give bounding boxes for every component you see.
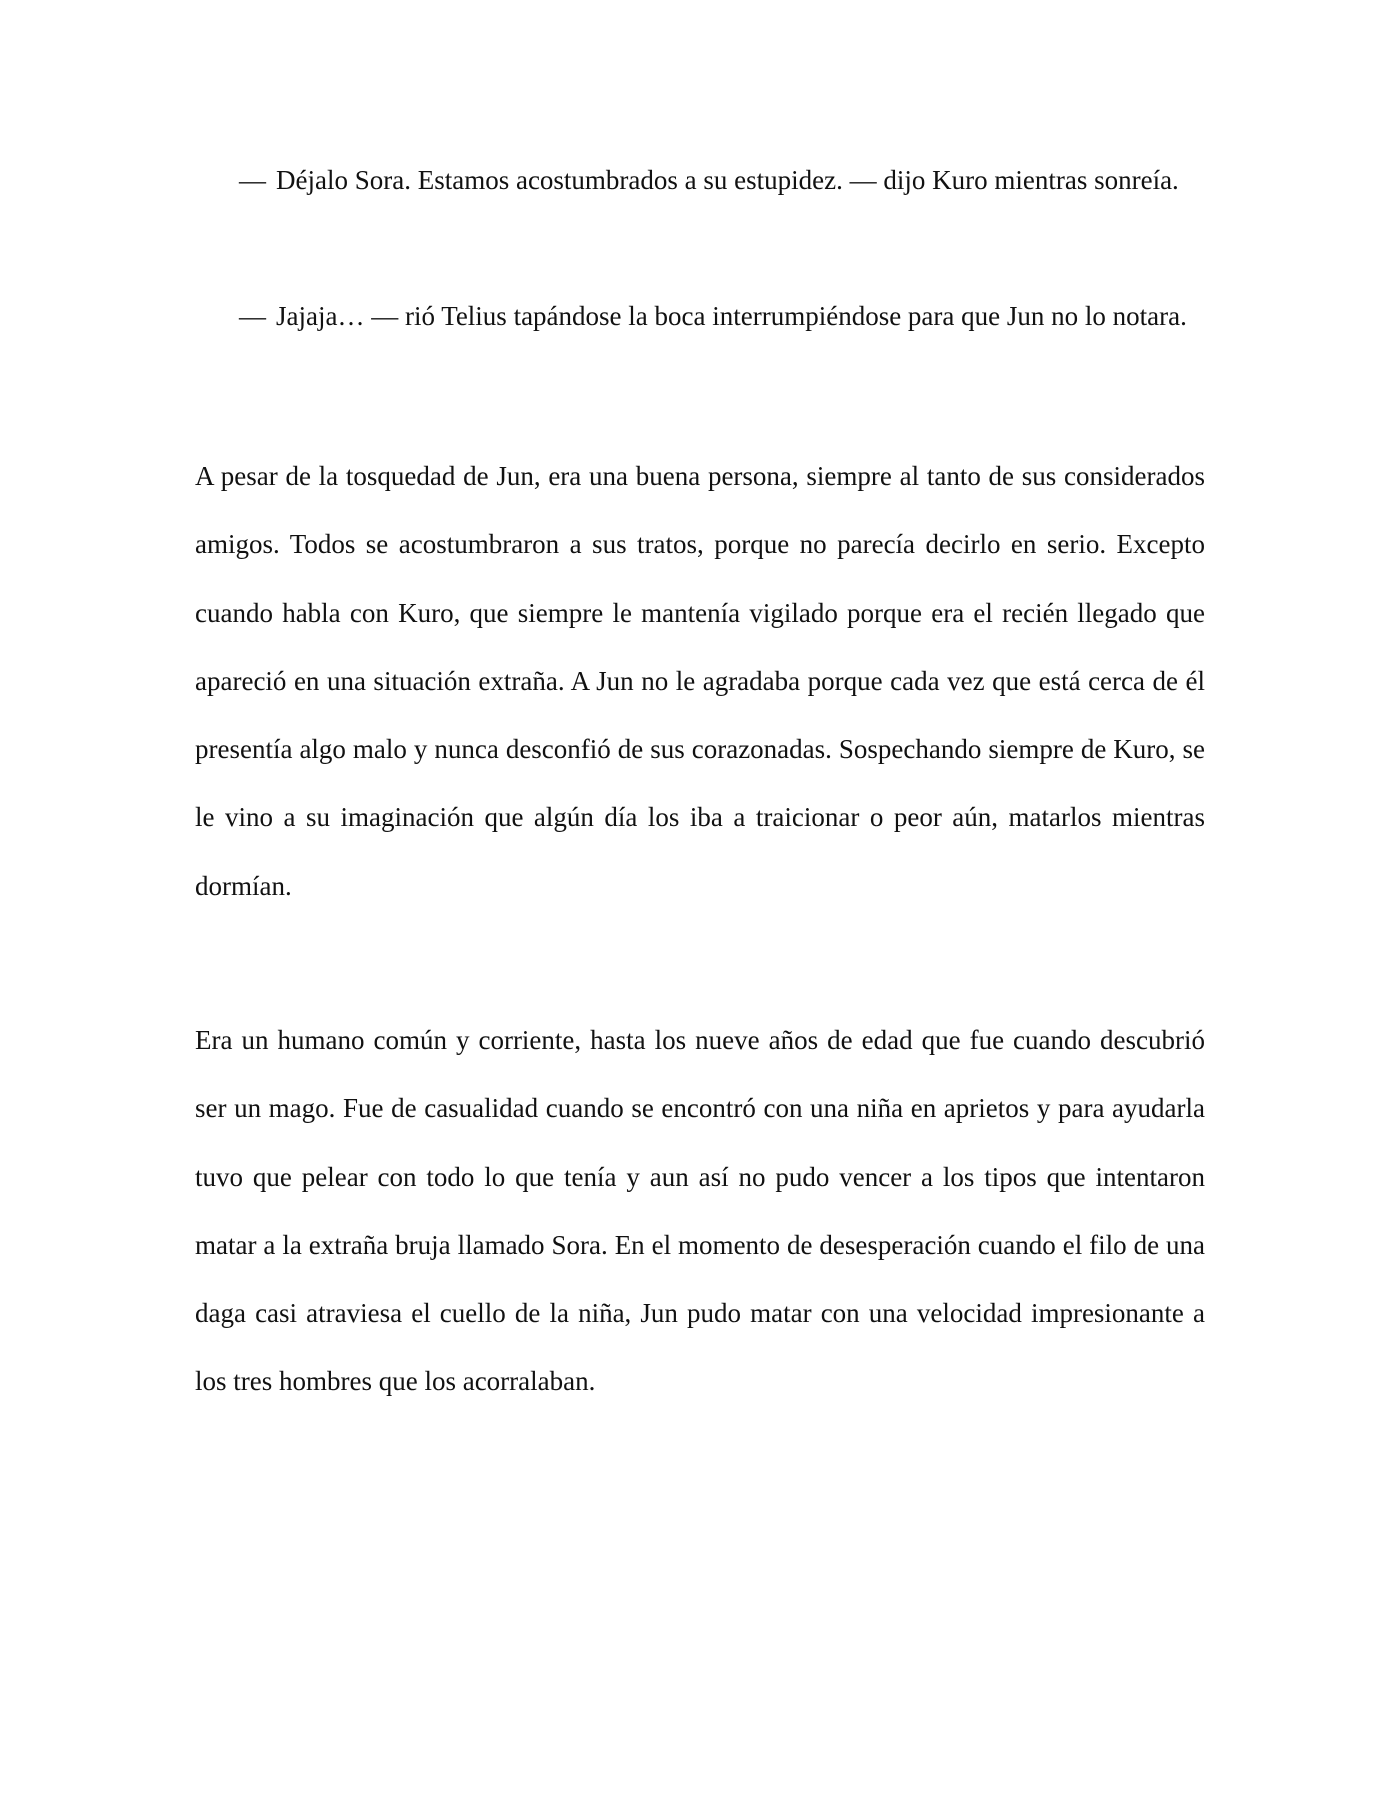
dialogue-line-kuro (195, 146, 1205, 214)
paragraph-jun-description: A pesar de la tosquedad de Jun, era una buena persona, siempre al tanto de sus considerados amigos. Todos se acostumbraron a sus tratos, porque no parecía decirlo en serio. Excepto cuando habla con Kuro, que siempre le mantenía vigilado porque era el recién llegado que apareció en una situación extraña. A Jun no le agradaba porque cada vez que está cerca de él presentía algo malo y nunca desconfió de sus corazonadas. Sospechando siempre de Kuro, se le vino a su imaginación que algún día los iba a traicionar o peor aún, matarlos mientras dormían. (195, 461, 1205, 901)
dialogue-line-telius (195, 282, 1205, 350)
dialogue-text: Déjalo Sora. Estamos acostumbrados a su estupidez. — dijo Kuro mientras sonreía. (276, 165, 1179, 195)
dialogue-dash: — (239, 165, 266, 195)
dialogue-text: Jajaja… — rió Telius tapándose la boca interrumpiéndose para que Jun no lo notara. (276, 301, 1187, 331)
dialogue-dash: — (239, 301, 266, 331)
paragraph-jun-backstory: Era un humano común y corriente, hasta los nueve años de edad que fue cuando descubrió ser un mago. Fue de casualidad cuando se encontró con una niña en aprietos y para ayudarla tuvo que pelear con todo lo que tenía y aun así no pudo vencer a los tipos que intentaron matar a la extraña bruja llamado Sora. En el momento de desesperación cuando el filo de una daga casi atraviesa el cuello de la niña, Jun pudo matar con una velocidad impresionante a los tres hombres que los acorralaban. (195, 1025, 1205, 1397)
